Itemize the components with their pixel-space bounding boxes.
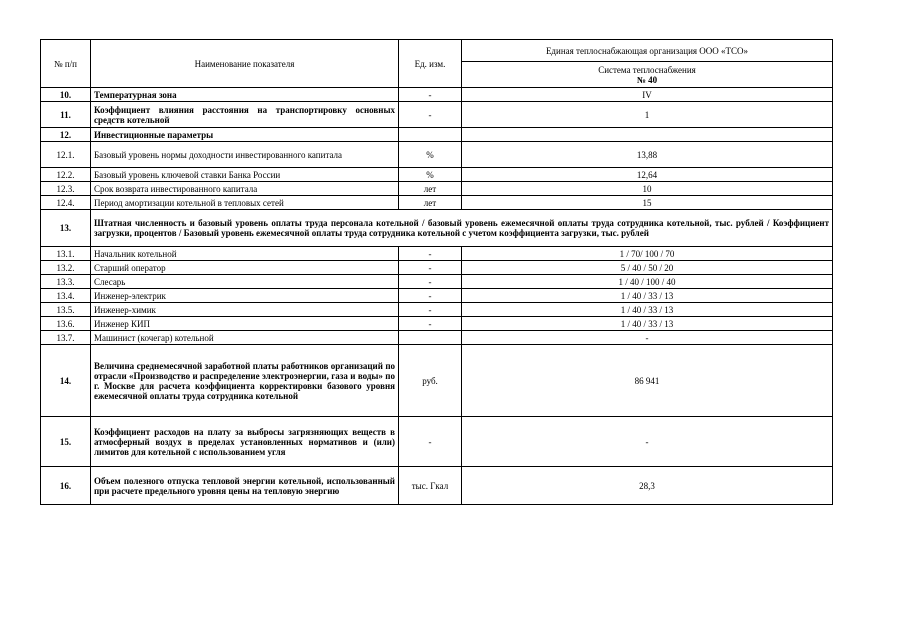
row-value: 10 xyxy=(462,182,833,196)
row-number: 13.7. xyxy=(41,331,91,345)
row-number: 12.3. xyxy=(41,182,91,196)
row-unit: тыс. Гкал xyxy=(399,467,462,505)
row-unit: - xyxy=(399,247,462,261)
table-row xyxy=(41,168,833,182)
row-value: 13,88 xyxy=(462,142,833,168)
table-row xyxy=(41,261,833,275)
table-row xyxy=(41,142,833,168)
row-unit: - xyxy=(399,275,462,289)
row-value xyxy=(462,128,833,142)
row-value: 12,64 xyxy=(462,168,833,182)
row-name: Инженер КИП xyxy=(91,317,399,331)
row-name: Инженер-электрик xyxy=(91,289,399,303)
header-system-label: Система теплоснабжения xyxy=(598,64,696,75)
table-row xyxy=(41,345,833,417)
row-unit: - xyxy=(399,102,462,128)
row-number: 10. xyxy=(41,88,91,102)
row-name: Коэффициент расходов на плату за выбросы загрязняющих веществ в атмосферный воздух в пределах установленных нормативов и (или) лимитов для котельной с использованием угля xyxy=(91,417,399,467)
header-num: № п/п xyxy=(41,40,91,88)
row-number: 13.4. xyxy=(41,289,91,303)
row-name: Машинист (кочегар) котельной xyxy=(91,331,399,345)
table-row xyxy=(41,417,833,467)
row-name: Базовый уровень нормы доходности инвестированного капитала xyxy=(91,142,399,168)
row-name: Коэффициент влияния расстояния на транспортировку основных средств котельной xyxy=(91,102,399,128)
row-name: Базовый уровень ключевой ставки Банка России xyxy=(91,168,399,182)
row-unit: % xyxy=(399,168,462,182)
row-unit xyxy=(399,128,462,142)
table-row xyxy=(41,247,833,261)
row-name: Начальник котельной xyxy=(91,247,399,261)
row-number: 13.2. xyxy=(41,261,91,275)
row-number: 16. xyxy=(41,467,91,505)
table-row xyxy=(41,317,833,331)
row-unit: руб. xyxy=(399,345,462,417)
row-value: 1 / 40 / 33 / 13 xyxy=(462,303,833,317)
header-name: Наименование показателя xyxy=(91,40,399,88)
table-row xyxy=(41,210,833,247)
table-row xyxy=(41,331,833,345)
row-number: 13. xyxy=(41,210,91,247)
row-value: 1 / 40 / 33 / 13 xyxy=(462,289,833,303)
row-value: 1 / 40 / 33 / 13 xyxy=(462,317,833,331)
row-name: Инженер-химик xyxy=(91,303,399,317)
row-number: 15. xyxy=(41,417,91,467)
indicator-table xyxy=(40,39,833,505)
header-unit: Ед. изм. xyxy=(399,40,462,88)
row-unit: лет xyxy=(399,182,462,196)
row-number: 13.5. xyxy=(41,303,91,317)
table-row xyxy=(41,88,833,102)
row-number: 12.1. xyxy=(41,142,91,168)
table-row xyxy=(41,303,833,317)
row-name: Температурная зона xyxy=(91,88,399,102)
table-row xyxy=(41,182,833,196)
row-number: 13.6. xyxy=(41,317,91,331)
row-name: Штатная численность и базовый уровень оплаты труда персонала котельной / базовый уровень ежемесячной оплаты труда сотрудника котельной, тыс. рублей / Коэффициент загрузки, процентов / Базовый уровень ежемесячной оплаты труда сотрудника котельной с учетом коэффициента загрузки, тыс. рублей xyxy=(91,210,833,247)
row-unit: - xyxy=(399,303,462,317)
row-unit: лет xyxy=(399,196,462,210)
header-system xyxy=(462,62,833,88)
row-number: 13.3. xyxy=(41,275,91,289)
row-name: Инвестиционные параметры xyxy=(91,128,399,142)
header-org: Единая теплоснабжающая организация ООО «ТСО» xyxy=(462,40,833,62)
row-unit: - xyxy=(399,88,462,102)
row-unit: - xyxy=(399,317,462,331)
row-number: 11. xyxy=(41,102,91,128)
table-row xyxy=(41,275,833,289)
row-value: - xyxy=(462,331,833,345)
row-name: Величина среднемесячной заработной платы работников организаций по отрасли «Производство и распределение электроэнергии, газа и воды» по г. Москве для расчета коэффициента корректировки базового уровня ежемесячной оплаты труда сотрудника котельной xyxy=(91,345,399,417)
row-unit: - xyxy=(399,289,462,303)
row-value: 5 / 40 / 50 / 20 xyxy=(462,261,833,275)
row-value: 86 941 xyxy=(462,345,833,417)
row-number: 14. xyxy=(41,345,91,417)
row-number: 13.1. xyxy=(41,247,91,261)
header-system-number: № 40 xyxy=(636,74,658,85)
row-value: - xyxy=(462,417,833,467)
row-value: 1 / 70/ 100 / 70 xyxy=(462,247,833,261)
row-number: 12.4. xyxy=(41,196,91,210)
row-number: 12.2. xyxy=(41,168,91,182)
row-unit xyxy=(399,331,462,345)
row-value: 28,3 xyxy=(462,467,833,505)
table-row xyxy=(41,128,833,142)
row-name: Срок возврата инвестированного капитала xyxy=(91,182,399,196)
row-value: 1 / 40 / 100 / 40 xyxy=(462,275,833,289)
row-unit: - xyxy=(399,417,462,467)
table-row xyxy=(41,289,833,303)
row-value: 1 xyxy=(462,102,833,128)
table-row xyxy=(41,196,833,210)
row-unit: - xyxy=(399,261,462,275)
table-row xyxy=(41,467,833,505)
row-name: Старший оператор xyxy=(91,261,399,275)
row-unit: % xyxy=(399,142,462,168)
row-value: IV xyxy=(462,88,833,102)
table-row xyxy=(41,102,833,128)
row-name: Слесарь xyxy=(91,275,399,289)
row-name: Период амортизации котельной в тепловых сетей xyxy=(91,196,399,210)
header-row-1 xyxy=(41,40,833,62)
row-number: 12. xyxy=(41,128,91,142)
table-body xyxy=(41,40,833,505)
row-value: 15 xyxy=(462,196,833,210)
row-name: Объем полезного отпуска тепловой энергии котельной, использованный при расчете предельного уровня цены на тепловую энергию xyxy=(91,467,399,505)
